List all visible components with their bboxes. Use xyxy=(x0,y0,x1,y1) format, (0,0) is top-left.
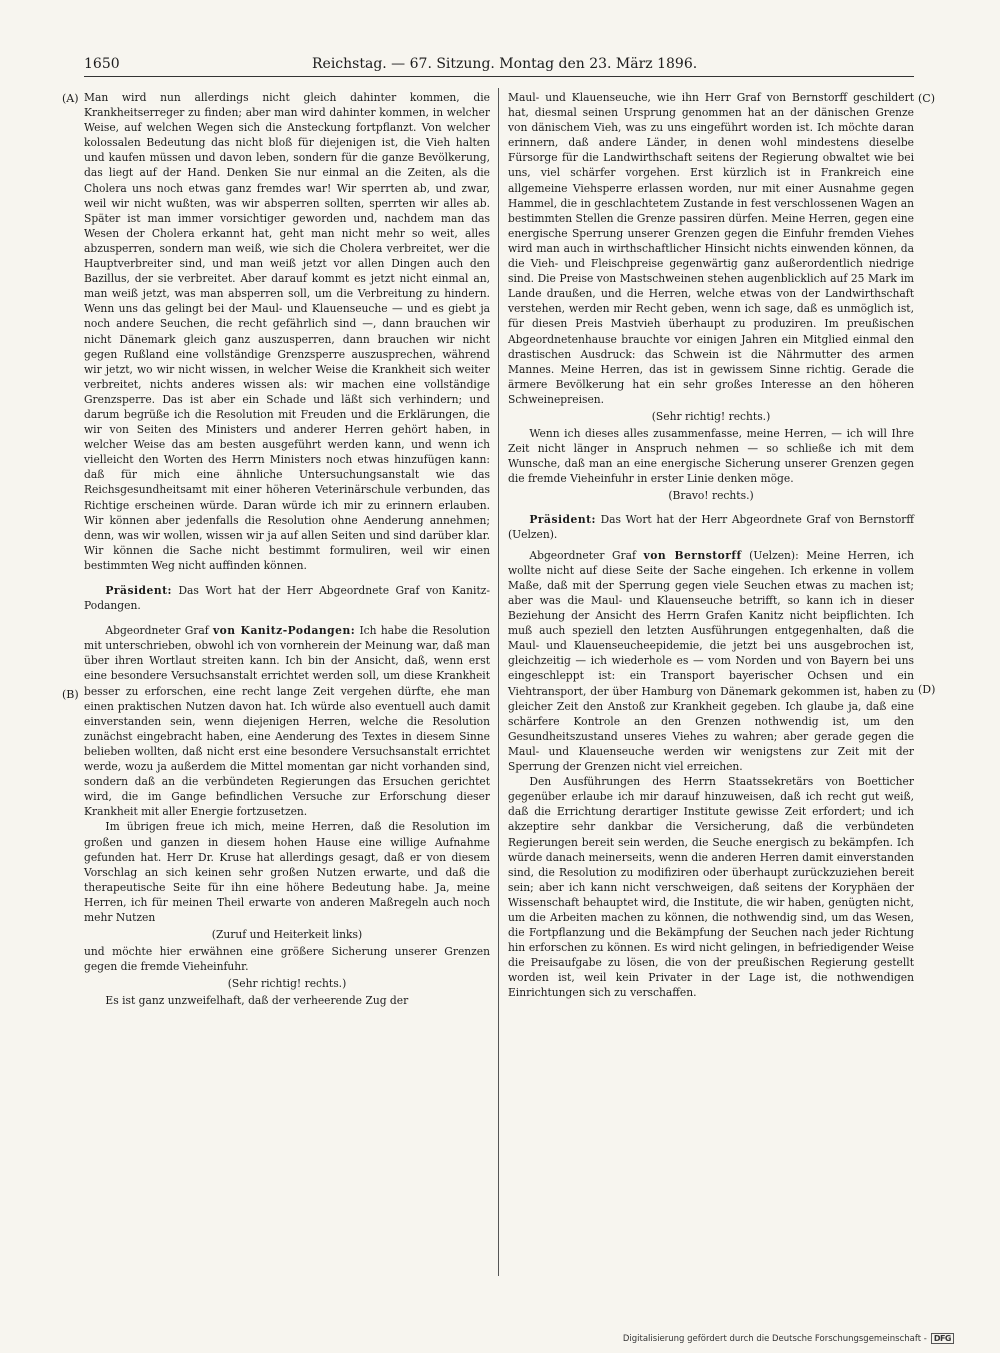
column-divider xyxy=(498,88,499,1276)
paragraph xyxy=(508,548,914,774)
margin-letter-d: (D) xyxy=(918,683,936,696)
paragraph: Wenn ich dieses alles zusammenfasse, meine Herren, — ich will Ihre Zeit nicht länger in Anspruch nehmen — so schließe ich mit dem Wunsche, daß man an eine energische Sicherung unserer Grenzen gegen die fremde Vieheinfuhr in erster Linie denken möge. xyxy=(508,427,914,486)
margin-letter-c: (C) xyxy=(918,92,935,105)
paragraph-text: Das Wort hat der Herr Abgeordnete Graf von Kanitz-Podangen. xyxy=(84,584,490,613)
running-title: Reichstag. — 67. Sitzung. Montag den 23. März 1896. xyxy=(312,56,698,72)
interjection: (Bravo! rechts.) xyxy=(668,489,754,503)
margin-letter-a: (A) xyxy=(62,92,79,105)
paragraph xyxy=(84,583,490,613)
dfg-logo: DFG xyxy=(931,1333,954,1344)
paragraph: Maul- und Klauenseuche, wie ihn Herr Graf von Bernstorff geschildert hat, diesmal seinen Ursprung genommen hat an der dänischen Grenze von dänischem Vieh, was zu uns eingeführt worden ist. Ich möchte daran erinnern, daß andere Länder, in denen wohl mindestens dieselbe Fürsorge für die Landwirthschaft seitens der Regierung obwaltet wie bei uns, viel schärfer vorgehen. Erst kürzlich ist in Frankreich eine allgemeine Viehsperre erlassen worden, nur mit einer Ausnahme gegen Hammel, die in geschlachtetem Zustande in fest verschlossenen Wagen an bestimmten Stellen die Grenze passiren dürfen. Meine Herren, gegen eine energische Sperrung unserer Grenzen gegen die Einfuhr fremden Viehes wird man auch in wirthschaftlicher Hinsicht nichts einwenden können, da die Vieh- und Fleischpreise gegenwärtig ganz außerordentlich niedrige sind. Die Preise von Mastschweinen stehen augenblicklich auf 25 Mark im Lande draußen, und die Herren, welche etwas von der Landwirthschaft verstehen, werden mir Recht geben, wenn ich sage, daß es unmöglich ist, für diesen Preis Mastvieh überhaupt zu produziren. Im preußischen Abgeordnetenhause brauchte vor einigen Jahren ein Mitglied einmal den drastischen Ausdruck: das Schwein ist die Nährmutter des armen Mannes. Meine Herren, das ist in gewissem Sinne richtig. Gerade die ärmere Bevölkerung hat ein sehr großes Interesse an den höheren Schweinepreisen. xyxy=(508,91,914,406)
paragraph xyxy=(84,623,490,819)
speaker-name: von Bernstorff xyxy=(643,548,742,562)
paragraph: und möchte hier erwähnen eine größere Sicherung unserer Grenzen gegen die fremde Vieheinfuhr. xyxy=(84,945,490,974)
speaker-label: Präsident: xyxy=(105,584,172,597)
footer-text: Digitalisierung gefördert durch die Deutsche Forschungsgemeinschaft - xyxy=(622,1333,927,1344)
interjection: (Sehr richtig! rechts.) xyxy=(651,409,771,423)
page-number: 1650 xyxy=(84,56,120,72)
paragraph: Es ist ganz unzweifelhaft, daß der verheerende Zug der xyxy=(105,994,409,1008)
left-column xyxy=(84,90,490,1009)
paragraph-text: Ich habe die Resolution mit unterschrieben, obwohl ich von vornherein der Meinung war, daß man über ihren Wortlaut streiten kann. Ich bin der Ansicht, daß, wenn erst eine besondere Versuchsanstalt errichtet werden soll, um diese Krankheit besser zu erforschen, eine recht lange Zeit vergehen dürfte, ehe man einen praktischen Nutzen davon hat. Ich würde also eventuell auch damit einverstanden sein, wenn diejenigen Herren, welche die Resolution zunächst eingebracht haben, eine Aenderung des Textes in diesem Sinne belieben wollten, daß nicht erst eine besondere Versuchsanstalt errichtet werde, wozu ja außerdem die Mittel momentan gar nicht vorhanden sind, sondern daß an die verbündeten Regierungen das Ersuchen gerichtet wird, die im Gange befindlichen Versuche zur Erforschung dieser Krankheit mit aller Energie fortzusetzen. xyxy=(84,624,490,819)
paragraph xyxy=(508,512,914,542)
interjection: (Sehr richtig! rechts.) xyxy=(227,977,347,991)
digitization-footer xyxy=(623,1333,954,1344)
page-header xyxy=(84,56,914,74)
right-column xyxy=(508,90,914,1001)
margin-letter-b: (B) xyxy=(62,688,79,701)
header-rule xyxy=(84,76,914,77)
paragraph: Im übrigen freue ich mich, meine Herren, daß die Resolution im großen und ganzen in diesem hohen Hause eine willige Aufnahme gefunden hat. Herr Dr. Kruse hat allerdings gesagt, daß er von diesem Vorschlag an sich keinen sehr großen Nutzen erwarte, und daß die therapeutische Seite für ihn eine höhere Bedeutung habe. Ja, meine Herren, ich für meinen Theil erwarte von anderen Maßregeln auch noch mehr Nutzen xyxy=(84,820,490,924)
speaker-name: von Kanitz-Podangen: xyxy=(212,624,356,638)
paragraph-text: Das Wort hat der Herr Abgeordnete Graf von Bernstorff (Uelzen). xyxy=(508,512,914,541)
paragraph: Den Ausführungen des Herrn Staatssekretärs von Boetticher gegenüber erlaube ich mir darauf hinzuweisen, daß ich recht gut weiß, daß die Errichtung derartiger Institute gewisse Zeit erfordert; und ich akzeptire sehr dankbar die Versicherung, daß die verbündeten Regierungen bereit sein werden, die Seuche energisch zu bekämpfen. Ich würde danach meinerseits, wenn die anderen Herren damit einverstanden sind, die Resolution zu modifiziren oder überhaupt zurückzuziehen bereit sein; aber ich kann nicht verschweigen, daß seitens der Koryphäen der Wissenschaft behauptet wird, die Institute, die wir haben, genügten nicht, um die Arbeiten machen zu können, die nothwendig sind, um das Wesen, die Fortpflanzung und die Bekämpfung der Seuchen nach jeder Richtung hin erforschen zu können. Es wird nicht gelingen, in befriedigender Weise die Preisaufgabe zu lösen, die von der preußischen Regierung gestellt worden ist, weil kein Privater in der Lage ist, die nothwendigen Einrichtungen sich zu verschaffen. xyxy=(508,775,914,1000)
paragraph-text: (Uelzen): Meine Herren, ich wollte nicht auf diese Seite der Sache eingehen. Ich erkenne in vollem Maße, daß mit der Sperrung gegen viele Seuchen etwas zu machen ist; aber was die Maul- und Klauenseuche betrifft, so kann ich in dieser Beziehung der Ansicht des Herrn Grafen Kanitz nicht beipflichten. Ich muß auch speziell den letzten Ausführungen entgegenhalten, daß die Maul- und Klauenseucheepidemie, die jetzt bei uns ausgebrochen ist, gleichzeitig — ich wiederhole es — vom Norden und von Bayern bei uns eingeschleppt ist: ein Transport bayerischer Ochsen und ein Viehtransport, der über Hamburg von Dänemark gekommen ist, haben zu gleicher Zeit den Anstoß zur Krankheit gegeben. Ich glaube ja, daß eine schärfere Kontrole an den Grenzen nothwendig ist, um den Gesundheitszustand unseres Viehes zu wahren; aber gerade gegen die Maul- und Klauenseuche werden wir wenigstens zur Zeit mit der Sperrung der Grenzen nicht viel erreichen. xyxy=(508,548,914,774)
speaker-intro: Abgeordneter Graf xyxy=(529,548,644,562)
speaker-intro: Abgeordneter Graf xyxy=(105,624,213,638)
speaker-label: Präsident: xyxy=(529,512,596,526)
interjection: (Zuruf und Heiterkeit links) xyxy=(211,928,363,942)
paragraph: Man wird nun allerdings nicht gleich dahinter kommen, die Krankheitserreger zu finden; aber man wird dahinter kommen, in welcher Weise, auf welchen Wegen sich die Ansteckung fortpflanzt. Von welcher kolossalen Bedeutung das nicht bloß für diejenigen ist, die Vieh halten und kaufen müssen und davon leben, sondern für die ganze Bevölkerung, das liegt auf der Hand. Denken Sie nur einmal an die Zeiten, als die Cholera uns noch etwas ganz fremdes war! Wir sperrten ab, und zwar, weil wir nicht wußten, was wir absperren sollten, sperrten wir alles ab. Später ist man immer vorsichtiger geworden und, nachdem man das Wesen der Cholera erkannt hat, geht man nicht mehr so weit, alles abzusperren, sondern man weiß, wie sich die Cholera verbreitet, wer die Hauptverbreiter sind, und man weiß jetzt vor allen Dingen auch den Bazillus, der sie verbreitet. Aber darauf kommt es jetzt nicht einmal an, man weiß jetzt, was man absperren soll, um die Verbreitung zu hindern. Wenn uns das gelingt bei der Maul- und Klauenseuche — und es giebt ja noch andere Seuchen, die recht gefährlich sind —, dann brauchen wir nicht Dänemark gleich ganz auszusperren, dann brauchen wir nicht gegen Rußland eine vollständige Grenzsperre auszusprechen, während wir jetzt, wo wir nicht wissen, in welcher Weise die Krankheit sich weiter verbreitet, nichts anderes wissen als: wir machen eine vollständige Grenzsperre. Das ist aber ein Schade und läßt sich verhindern; und darum begrüße ich die Resolution mit Freuden und die Erklärungen, die wir von Seiten des Ministers und anderer Herren gehört haben, in welcher Weise das am besten ausgeführt werden kann, und wenn ich vielleicht den Worten des Herrn Ministers noch etwas hinzufügen kann: daß für mich eine ähnliche Untersuchungsanstalt wie das Reichsgesundheitsamt mit einer höheren Veterinärschule verbunden, das Richtige erscheinen würde. Daran würde ich mir zu erinnern erlauben. Wir können aber jedenfalls die Resolution ohne Aenderung annehmen; denn, was wir wollen, wissen wir ja auf allen Seiten und sind darüber klar. Wir können die Sache nicht bestimmt formuliren, weil wir einen bestimmten Weg nicht auffinden können. xyxy=(84,91,490,572)
